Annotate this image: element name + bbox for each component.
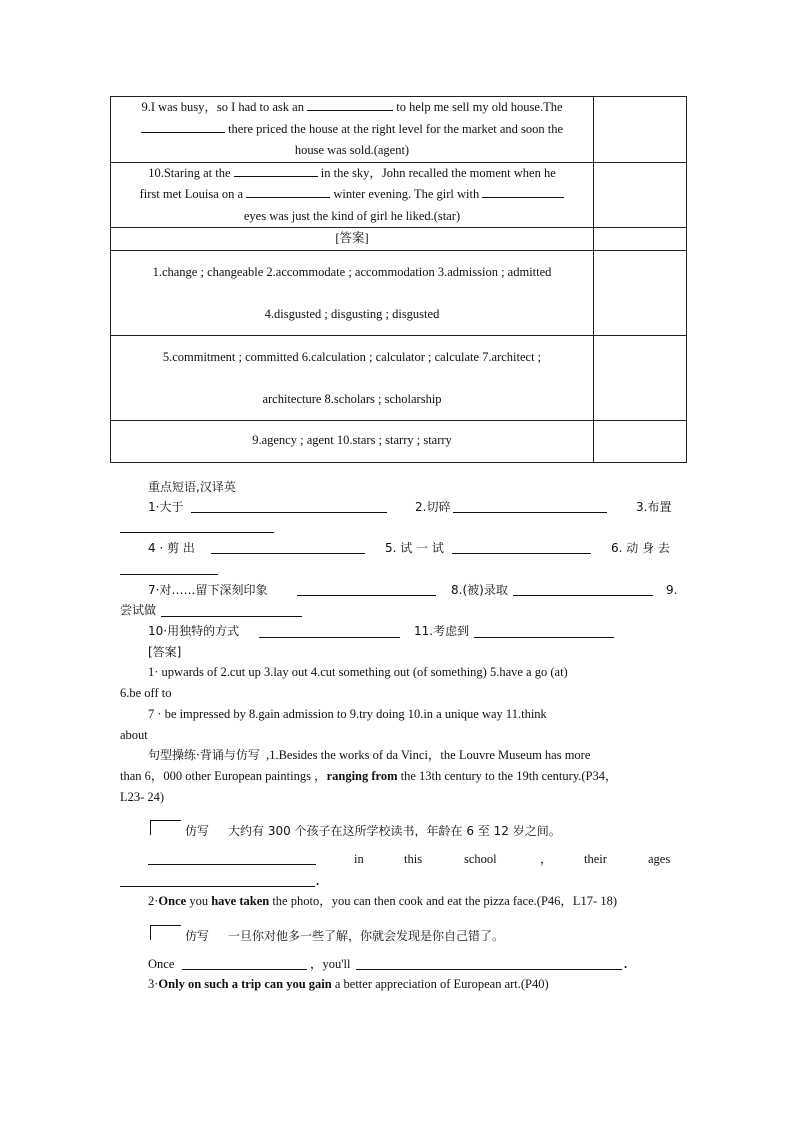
sentence-word: ages: [648, 852, 671, 866]
sentence-word: this: [404, 852, 423, 866]
answer-blank[interactable]: [141, 121, 225, 133]
q9-text: there priced the house at the right level for the market and soon the: [228, 121, 564, 136]
sentence-word: Once: [148, 957, 175, 971]
phrase-prompt: 5. 试 一 试: [385, 541, 444, 555]
table-row: [111, 162, 687, 228]
answer-blank[interactable]: [356, 969, 622, 970]
answer-blank[interactable]: [474, 637, 614, 638]
phrase-prompt: 6. 动 身 去: [611, 541, 670, 555]
q9-text: 9.I was busy，so I had to ask an: [141, 100, 304, 114]
sentence-text: L23- 24): [120, 790, 165, 804]
answer-cell: [111, 420, 594, 462]
period: .: [624, 957, 628, 971]
q10-text: eyes was just the kind of girl he liked.(star): [243, 208, 461, 223]
phrase-prompt: 10·用独特的方式: [148, 624, 240, 638]
answer-text: about: [120, 728, 148, 742]
answer-text: 6.be off to: [120, 686, 172, 700]
answer-blank[interactable]: [191, 512, 387, 513]
bracket-icon: [150, 925, 181, 940]
table-row: [111, 335, 687, 420]
answer-blank[interactable]: [482, 186, 564, 198]
answer-blank[interactable]: [148, 864, 316, 865]
sentence-word: in: [354, 852, 364, 866]
answer-blank[interactable]: [120, 532, 274, 533]
answer-blank[interactable]: [297, 595, 436, 596]
sentence-text: 2·: [148, 894, 159, 908]
question-9-cell: [111, 97, 594, 163]
answer-blank[interactable]: [120, 574, 218, 575]
answer-blank[interactable]: [307, 99, 393, 111]
sentence-text: you: [186, 894, 212, 908]
section-heading: 句型操练·背诵与仿写: [148, 748, 260, 762]
sentence-3: [148, 975, 549, 993]
answer-header-cell: [答案]: [111, 228, 594, 251]
answer-blank[interactable]: [120, 886, 315, 887]
period: .: [316, 874, 320, 888]
imitate-prompt: 一旦你对他多一些了解，你就会发现是你自己错了。: [228, 929, 505, 943]
answer-cell: [111, 335, 594, 420]
sentence-2: [148, 892, 617, 910]
q10-text: in the sky，John recalled the moment when he: [320, 165, 556, 180]
answer-blank[interactable]: [246, 186, 330, 198]
answer-text: 1· upwards of 2.cut up 3.lay out 4.cut something out (of something) 5.have a go (at): [148, 665, 568, 679]
answer-header: [答案]: [148, 645, 182, 659]
sentence-text: the photo，you can then cook and eat the pizza face.(P46，L17- 18): [269, 894, 617, 908]
bracket-icon: [150, 820, 181, 835]
blank-cell: [594, 335, 687, 420]
blank-cell: [594, 228, 687, 251]
blank-cell: [594, 250, 687, 335]
answer-text: 1.change ; changeable 2.accommodate ; accommodation 3.admission ; admitted: [152, 264, 552, 279]
exercise-table: [110, 96, 687, 463]
key-pattern: Only on such a trip can you gain: [158, 977, 332, 991]
phrase-prompt: 4 · 剪 出: [148, 541, 195, 555]
phrase-prompt: 9.: [666, 583, 678, 597]
answer-blank[interactable]: [513, 595, 653, 596]
q10-text: 10.Staring at the: [148, 165, 231, 180]
table-row: [111, 97, 687, 163]
answer-blank[interactable]: [182, 969, 307, 970]
phrase-prompt: 尝试做: [120, 603, 157, 617]
q10-text: winter evening. The girl with: [333, 187, 480, 201]
answer-blank[interactable]: [234, 165, 318, 177]
q9-text: to help me sell my old house.The: [396, 100, 563, 114]
blank-cell: [594, 162, 687, 228]
key-pattern: have taken: [211, 894, 270, 908]
question-10-cell: [111, 162, 594, 228]
answer-cell: [111, 250, 594, 335]
table-row: [111, 228, 687, 251]
sentence-word: ，: [540, 852, 553, 866]
sentence-word: their: [584, 852, 607, 866]
sentence-word: school: [464, 852, 497, 866]
key-pattern: Once: [158, 894, 187, 908]
sentence-text: the 13th century to the 19th century.(P34，: [397, 769, 618, 783]
table-row: [111, 250, 687, 335]
phrase-prompt: 1·大于: [148, 500, 184, 514]
blank-cell: [594, 97, 687, 163]
answer-text: 9.agency ; agent 10.stars ; starry ; starry: [252, 433, 452, 448]
phrase-prompt: 8.(被)录取: [451, 583, 508, 597]
phrase-prompt: 2.切碎: [415, 500, 451, 514]
key-pattern: ranging from: [326, 769, 398, 783]
sentence-1: [148, 746, 590, 764]
answer-text: architecture 8.scholars ; scholarship: [262, 391, 442, 406]
sentence-word: ，you'll: [310, 957, 351, 971]
imitate-label: 仿写: [185, 929, 210, 943]
answer-text: 7 · be impressed by 8.gain admission to 9.try doing 10.in a unique way 11.think: [148, 707, 547, 721]
sentence-text: a better appreciation of European art.(P40): [331, 977, 549, 991]
q9-text: house was sold.(agent): [294, 143, 410, 157]
phrase-prompt: 3.布置: [636, 500, 672, 514]
answer-blank[interactable]: [453, 512, 607, 513]
table-row: [111, 420, 687, 462]
imitate-label: 仿写: [185, 824, 210, 838]
sentence-text: than 6，000 other European paintings ，: [120, 769, 327, 783]
answer-text: 5.commitment ; committed 6.calculation ; calculator ; calculate 7.architect ;: [162, 349, 542, 364]
answer-text: 4.disgusted ; disgusting ; disgusted: [264, 306, 440, 321]
phrase-prompt: 11.考虑到: [414, 624, 470, 638]
blank-cell: [594, 420, 687, 462]
imitate-prompt: 大约有 300 个孩子在这所学校读书，年龄在 6 至 12 岁之间。: [228, 824, 561, 838]
q10-text: first met Louisa on a: [139, 187, 244, 201]
sentence-1-cont: [120, 767, 618, 785]
sentence-text: ,1.Besides the works of da Vinci，the Louvre Museum has more: [266, 748, 591, 762]
answer-blank[interactable]: [452, 553, 591, 554]
answer-blank[interactable]: [211, 553, 365, 554]
phrase-prompt: 7·对……留下深刻印象: [148, 583, 268, 597]
answer-blank[interactable]: [161, 616, 302, 617]
section-heading: 重点短语,汉译英: [148, 480, 236, 494]
sentence-text: 3·: [148, 977, 159, 991]
answer-blank[interactable]: [259, 637, 400, 638]
